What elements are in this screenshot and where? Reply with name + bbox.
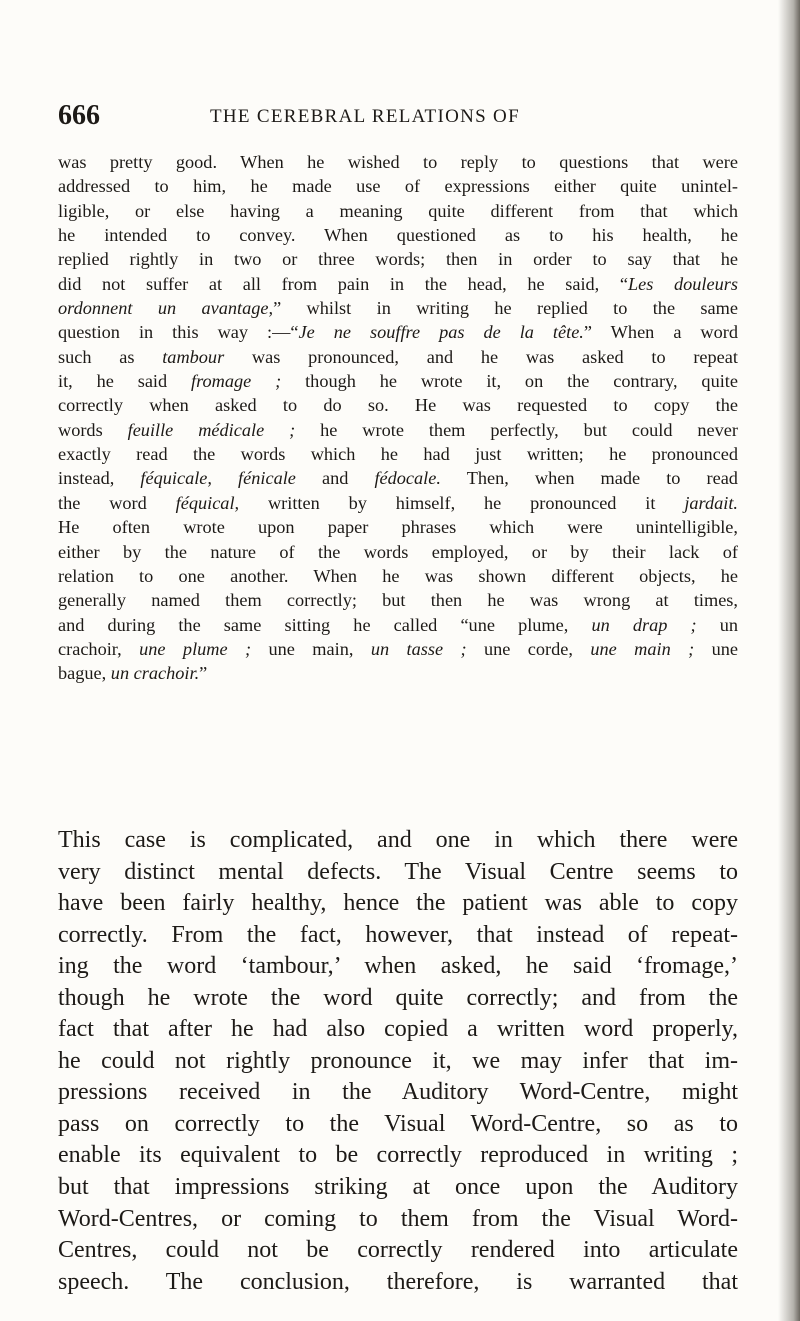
text-line: instead, féquicale, fénicale and fédocale. Then, when made to read — [58, 468, 738, 489]
text-line: pass on correctly to the Visual Word-Centre, so as to — [58, 1110, 738, 1137]
text-line: exactly read the words which he had just written; he pronounced — [58, 444, 738, 465]
text-line: He often wrote upon paper phrases which were unintelligible, — [58, 517, 738, 538]
text-line: it, he said fromage ; though he wrote it, on the contrary, quite — [58, 371, 738, 392]
text-line: generally named them correctly; but then he was wrong at times, — [58, 590, 738, 611]
text-line: relation to one another. When he was shown different objects, he — [58, 565, 738, 586]
text-line: Word-Centres, or coming to them from the Visual Word- — [58, 1205, 738, 1232]
text-line: the word féquical, written by himself, he pronounced it jardait. — [58, 492, 738, 513]
text-line: he could not rightly pronounce it, we may infer that im- — [58, 1047, 738, 1074]
text-line: bague, un crachoir.” — [58, 663, 208, 684]
text-line: either by the nature of the words employed, or by their lack of — [58, 541, 738, 562]
text-line: have been fairly healthy, hence the patient was able to copy — [58, 890, 738, 917]
text-line: such as tambour was pronounced, and he was asked to repeat — [58, 346, 738, 367]
text-line: This case is complicated, and one in which there were — [58, 827, 738, 853]
text-line: did not suffer at all from pain in the head, he said, “Les douleurs — [58, 273, 738, 294]
text-line: words feuille médicale ; he wrote them perfectly, but could never — [58, 419, 738, 440]
text-line: ordonnent un avantage,” whilst in writing he replied to the same — [58, 298, 738, 319]
text-line: Centres, could not be correctly rendered into articulate — [58, 1237, 738, 1264]
running-head: THE CEREBRAL RELATIONS OF — [210, 106, 520, 127]
page-number: 666 — [58, 100, 100, 131]
text-line: speech. The conclusion, therefore, is warranted that — [58, 1268, 738, 1295]
text-line: crachoir, une plume ; une main, un tasse ; une corde, une main ; une — [58, 638, 739, 659]
commentary-paragraph — [58, 825, 738, 1298]
text-line: he intended to convey. When questioned as to his health, he — [58, 225, 738, 246]
text-line: though he wrote the word quite correctly; and from the — [58, 984, 738, 1011]
text-line: fact that after he had also copied a written word properly, — [58, 1016, 738, 1043]
text-line: pressions received in the Auditory Word-Centre, might — [58, 1079, 738, 1106]
text-line: and during the same sitting he called “une plume, un drap ; un — [58, 614, 738, 635]
text-line: addressed to him, he made use of expressions either quite unintel- — [58, 176, 738, 197]
text-line: replied rightly in two or three words; then in order to say that he — [58, 249, 738, 270]
text-line: correctly when asked to do so. He was requested to copy the — [58, 395, 738, 416]
text-line: very distinct mental defects. The Visual Centre seems to — [58, 858, 738, 885]
quoted-case-paragraph — [58, 150, 738, 686]
text-line: question in this way :—“Je ne souffre pas de la tête.” When a word — [58, 322, 738, 343]
text-line: ligible, or else having a meaning quite different from that which — [58, 200, 738, 221]
page-header — [58, 100, 738, 140]
text-line: was pretty good. When he wished to reply to questions that were — [58, 152, 738, 172]
text-line: correctly. From the fact, however, that instead of repeat- — [58, 921, 738, 948]
text-line: ing the word ‘tambour,’ when asked, he said ‘fromage,’ — [58, 953, 738, 980]
page-edge-shadow — [778, 0, 800, 1321]
text-line: but that impressions striking at once upon the Auditory — [58, 1174, 738, 1201]
text-line: enable its equivalent to be correctly reproduced in writing ; — [58, 1142, 738, 1169]
